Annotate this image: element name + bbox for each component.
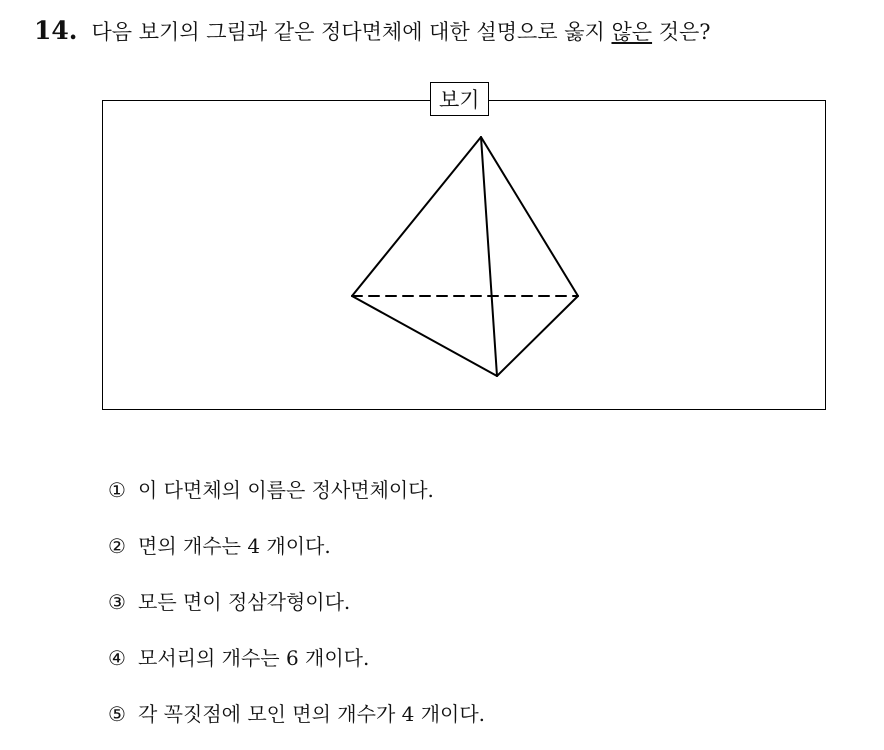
- choice-text: 면의 개수는 4 개이다.: [138, 534, 331, 558]
- choice-marker: ④: [108, 646, 126, 670]
- question-text-before: 다음 보기의 그림과 같은 정다면체에 대한 설명으로 옳지: [91, 20, 612, 44]
- question-text-after: 것은?: [652, 20, 711, 44]
- choice-marker: ①: [108, 478, 126, 502]
- example-box-label: 보기: [430, 82, 489, 116]
- choice-text: 모서리의 개수는 6 개이다.: [138, 646, 370, 670]
- choice-1[interactable]: [108, 470, 485, 526]
- edge-apex-left: [352, 137, 481, 296]
- choice-text: 각 꼭짓점에 모인 면의 개수가 4 개이다.: [138, 702, 486, 726]
- question-number: 14.: [34, 16, 78, 45]
- edge-right-front: [497, 296, 578, 376]
- edge-apex-front: [481, 137, 497, 376]
- choice-2[interactable]: [108, 526, 485, 582]
- question-text-underlined: 않은: [611, 20, 653, 44]
- edge-apex-right: [481, 137, 578, 296]
- choice-list: [108, 470, 485, 750]
- choice-marker: ②: [108, 534, 126, 558]
- choice-marker: ⑤: [108, 702, 126, 726]
- choice-3[interactable]: [108, 582, 485, 638]
- choice-text: 모든 면이 정삼각형이다.: [138, 590, 351, 614]
- choice-4[interactable]: [108, 638, 485, 694]
- choice-marker: ③: [108, 590, 126, 614]
- edge-left-front: [352, 296, 497, 376]
- choice-5[interactable]: [108, 694, 485, 750]
- choice-text: 이 다면체의 이름은 정사면체이다.: [138, 478, 434, 502]
